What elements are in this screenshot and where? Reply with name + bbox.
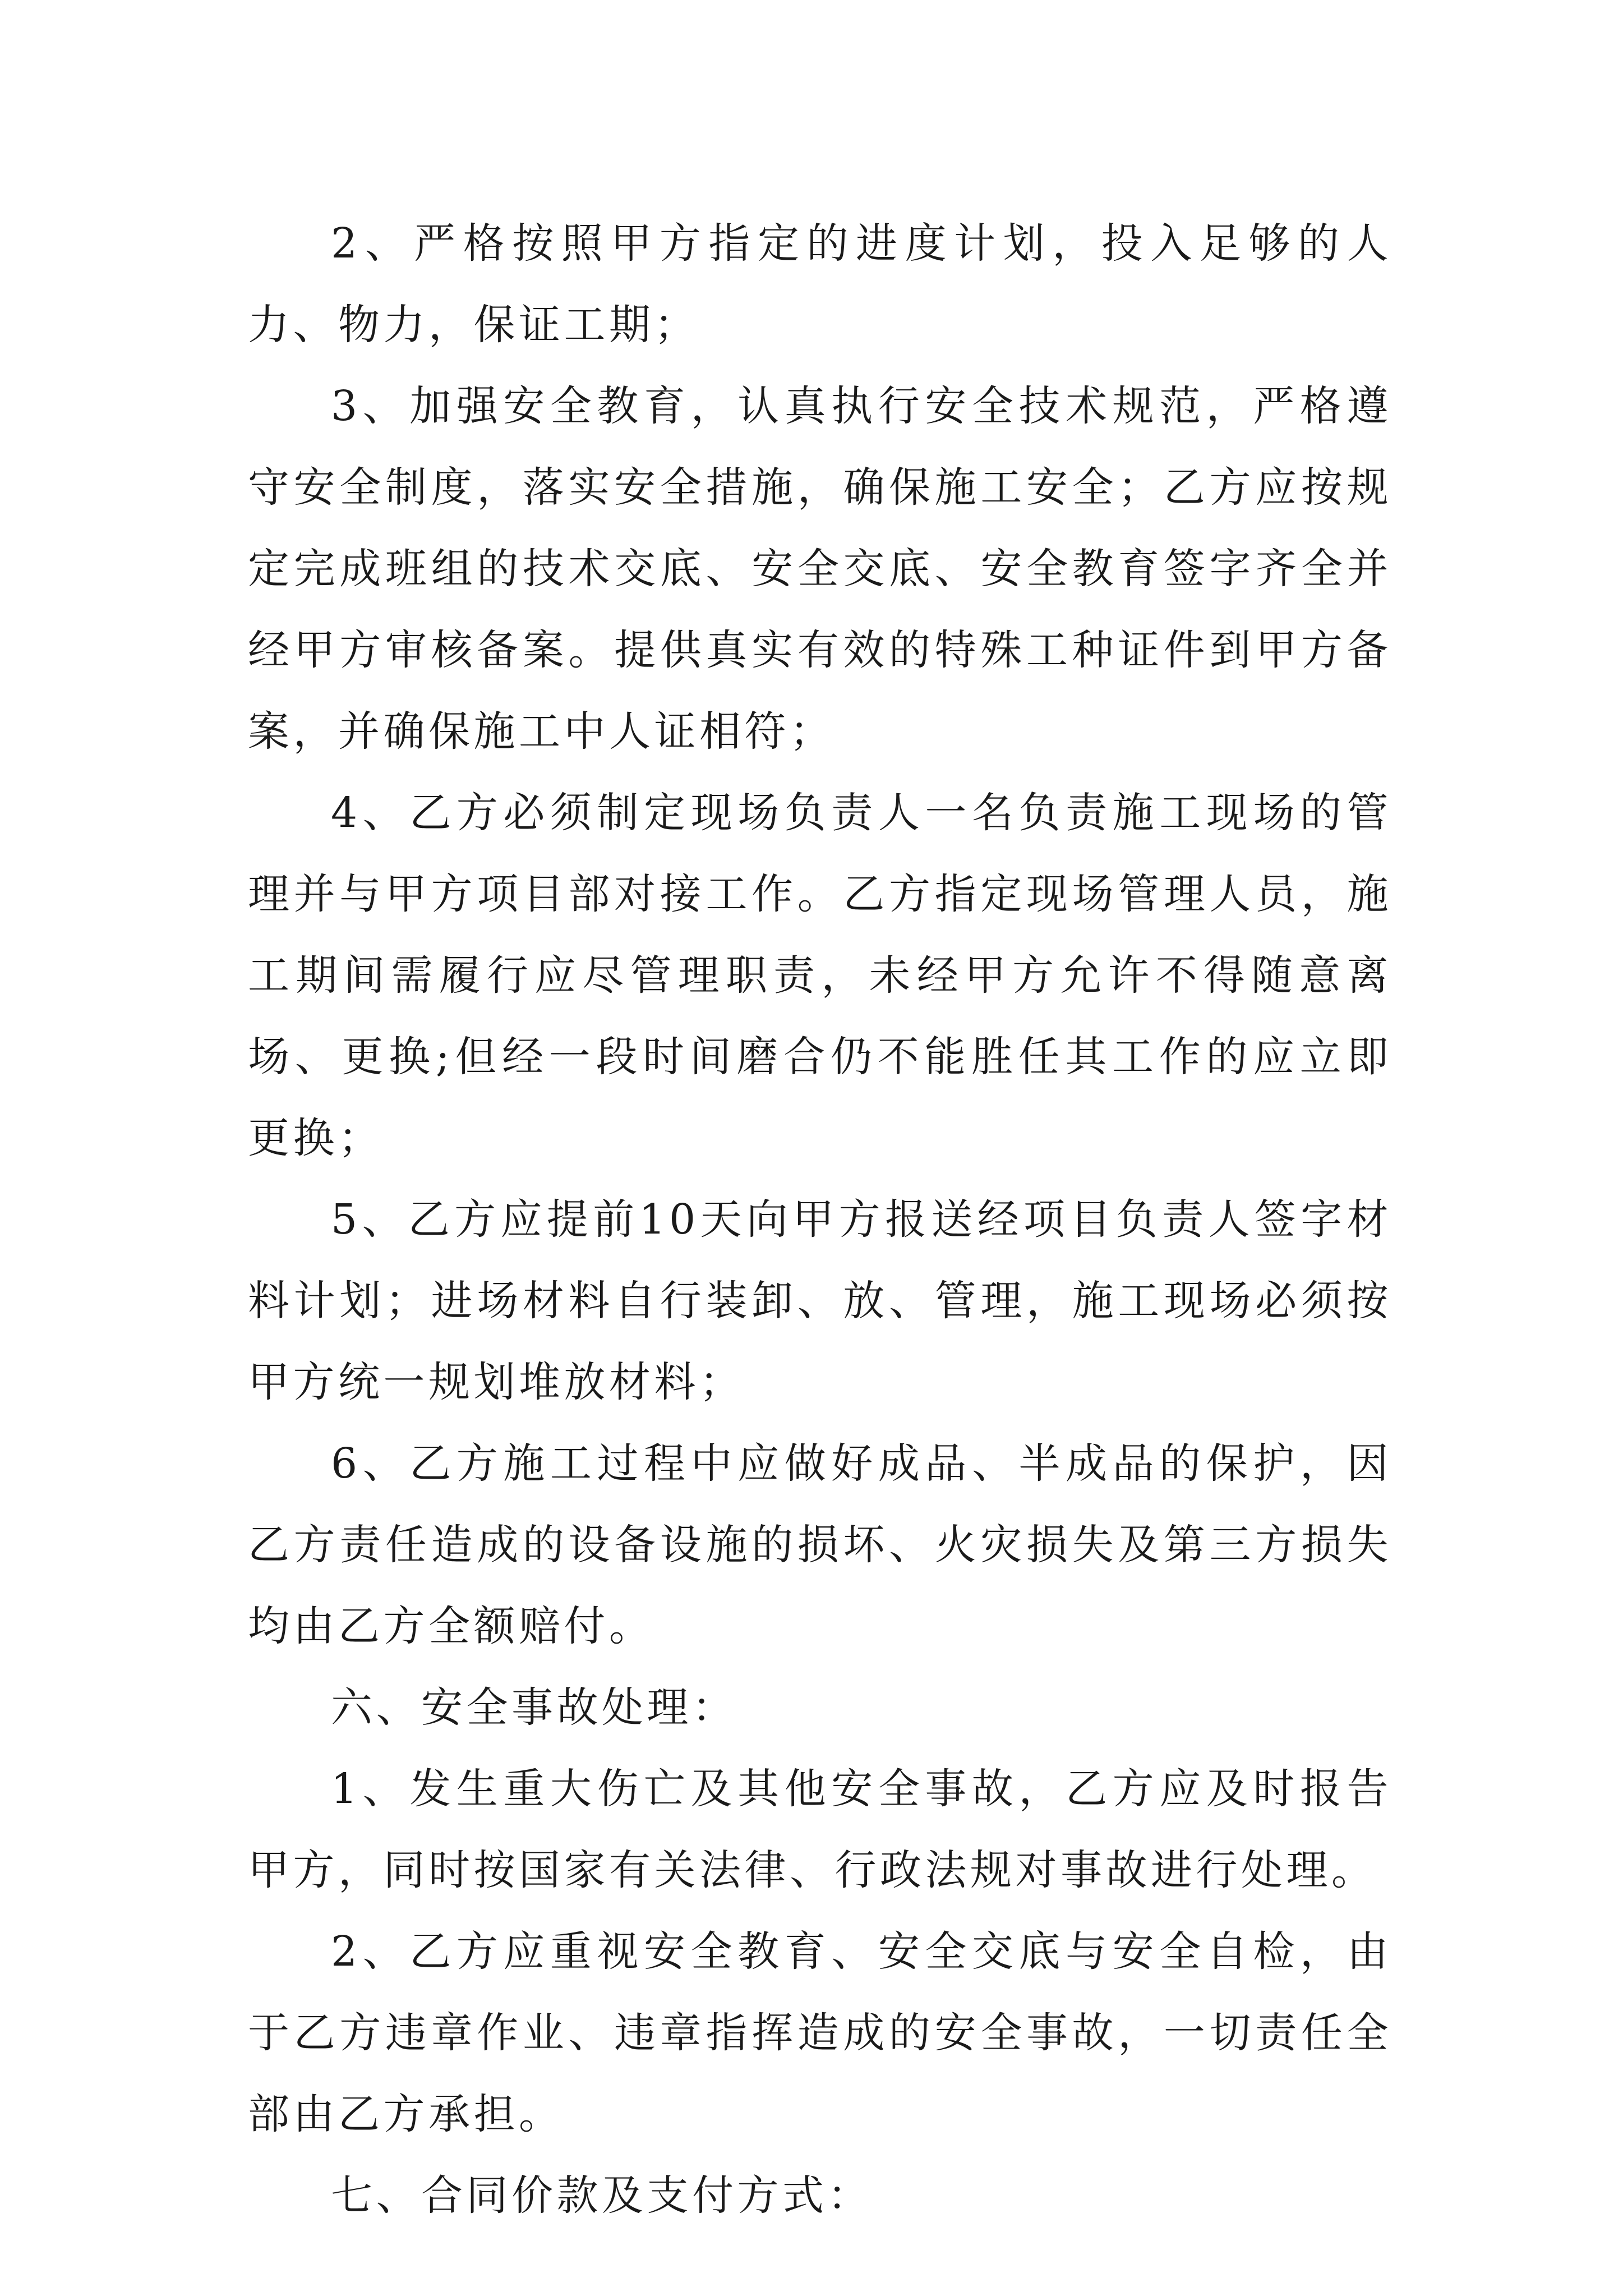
clause-5-material-plan: 5、乙方应提前10天向甲方报送经项目负责人签字材料计划；进场材料自行装卸、放、管理，施工现场必须按甲方统一规划堆放材料；: [248, 1195, 1392, 1406]
clause-3-safety-education: 3、加强安全教育，认真执行安全技术规范，严格遵守安全制度，落实安全措施，确保施工安全；乙方应按规定完成班组的技术交底、安全交底、安全教育签字齐全并经甲方审核备案。提供真实有效的特殊工种证件到甲方备案，并确保施工中人证相符；: [248, 382, 1392, 756]
section-7-heading: 七、合同价款及支付方式：: [331, 2171, 873, 2220]
clause-6-product-protection: 6、乙方施工过程中应做好成品、半成品的保护，因乙方责任造成的设备设施的损坏、火灾损失及第三方损失均由乙方全额赔付。: [248, 1439, 1392, 1650]
contract-body: [248, 203, 1392, 2237]
section-6-clause-1: 1、发生重大伤亡及其他安全事故，乙方应及时报告甲方，同时按国家有关法律、行政法规对事故进行处理。: [248, 1765, 1392, 1894]
clause-2-schedule: 2、严格按照甲方指定的进度计划，投入足够的人力、物力，保证工期；: [248, 219, 1392, 349]
section-6-heading: 六、安全事故处理：: [331, 1683, 737, 1732]
section-6-clause-2: 2、乙方应重视安全教育、安全交底与安全自检，由于乙方违章作业、违章指挥造成的安全事故，一切责任全部由乙方承担。: [248, 1927, 1392, 2138]
clause-4-site-manager: 4、乙方必须制定现场负责人一名负责施工现场的管理并与甲方项目部对接工作。乙方指定现场管理人员，施工期间需履行应尽管理职责，未经甲方允许不得随意离场、更换;但经一段时间磨合仍不能胜任其工作的应立即更换；: [248, 789, 1392, 1162]
